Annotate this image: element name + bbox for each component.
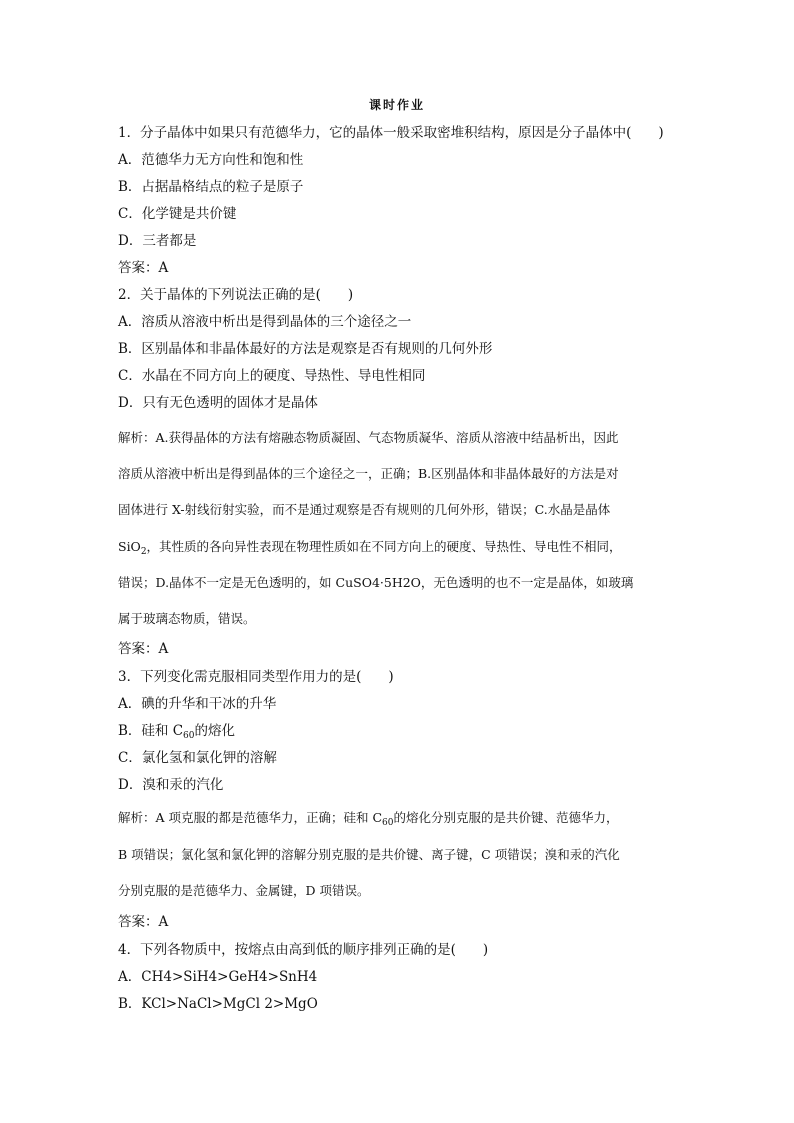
q3-b-subscript: 60 — [183, 731, 195, 741]
q1-option-a: A．范德华力无方向性和饱和性 — [118, 152, 304, 168]
q2-explanation-line-3: 固体进行 X-射线衍射实验，而不是通过观察是否有规则的几何外形，错误；C.水晶是晶体 — [118, 502, 611, 517]
q3-option-a: A．碘的升华和干冰的升华 — [118, 696, 277, 712]
q4-option-a: A．CH4>SiH4>GeH4>SnH4 — [118, 969, 318, 985]
q4-option-b: B．KCl>NaCl>MgCl 2>MgO — [118, 996, 318, 1012]
q3-exp1-text: 解析：A 项克服的都是范德华力，正确；硅和 C — [118, 810, 383, 825]
q2-option-b: B．区别晶体和非晶体最好的方法是观察是否有规则的几何外形 — [118, 341, 493, 357]
q3-explanation-line-1 — [118, 808, 688, 828]
q2-answer: 答案：A — [118, 641, 169, 657]
q2-stem: 2．关于晶体的下列说法正确的是( ) — [118, 287, 354, 303]
q2-exp4-text: ，其性质的各向异性表现在物理性质如在不同方向上的硬度、导热性、导电性不相同， — [146, 539, 622, 554]
q3-option-c: C．氯化氢和氯化钾的溶解 — [118, 750, 277, 766]
q3-explanation-line-2: B 项错误；氯化氢和氯化钾的溶解分别克服的是共价键、离子键，C 项错误；溴和汞的汽化 — [118, 847, 620, 862]
q3-stem: 3．下列变化需克服相同类型作用力的是( ) — [118, 669, 394, 685]
q1-stem: 1．分子晶体中如果只有范德华力，它的晶体一般采取密堆积结构，原因是分子晶体中( ) — [118, 125, 664, 141]
q3-b-text-end: 的熔化 — [194, 723, 235, 739]
q2-explanation-line-6: 属于玻璃态物质，错误。 — [118, 611, 256, 626]
q3-exp1-subscript: 60 — [382, 818, 394, 828]
q3-answer: 答案：A — [118, 914, 169, 930]
q2-explanation-line-2: 溶质从溶液中析出是得到晶体的三个途径之一，正确；B.区别晶体和非晶体最好的方法是对 — [118, 466, 619, 481]
q1-option-d: D．三者都是 — [118, 233, 197, 249]
q2-option-c: C．水晶在不同方向上的硬度、导热性、导电性相同 — [118, 368, 426, 384]
q4-stem: 4．下列各物质中，按熔点由高到低的顺序排列正确的是( ) — [118, 942, 489, 958]
q2-option-d: D．只有无色透明的固体才是晶体 — [118, 395, 318, 411]
q2-explanation-line-5: 错误；D.晶体不一定是无色透明的，如 CuSO4·5H2O，无色透明的也不一定是晶体，如玻璃 — [118, 575, 634, 590]
q2-exp4-formula: SiO — [118, 539, 141, 554]
q2-exp4-subscript: 2 — [140, 547, 147, 557]
q3-option-d: D．溴和汞的汽化 — [118, 777, 224, 793]
q1-option-c: C．化学键是共价键 — [118, 206, 237, 222]
q2-option-a: A．溶质从溶液中析出是得到晶体的三个途径之一 — [118, 314, 412, 330]
q1-option-b: B．占据晶格结点的粒子是原子 — [118, 179, 304, 195]
q3-b-text: B．硅和 C — [118, 723, 184, 739]
q2-explanation-line-1: 解析：A.获得晶体的方法有熔融态物质凝固、气态物质凝华、溶质从溶液中结晶析出，因此 — [118, 430, 619, 445]
q1-answer: 答案：A — [118, 260, 169, 276]
page-title: 课时作业 — [368, 98, 425, 112]
q3-explanation-line-3: 分别克服的是范德华力、金属键，D 项错误。 — [118, 883, 370, 898]
q3-option-b — [118, 721, 688, 741]
q2-explanation-line-4 — [118, 537, 688, 557]
q3-exp1-text-end: 的熔化分别克服的是共价键、范德华力， — [393, 810, 619, 825]
